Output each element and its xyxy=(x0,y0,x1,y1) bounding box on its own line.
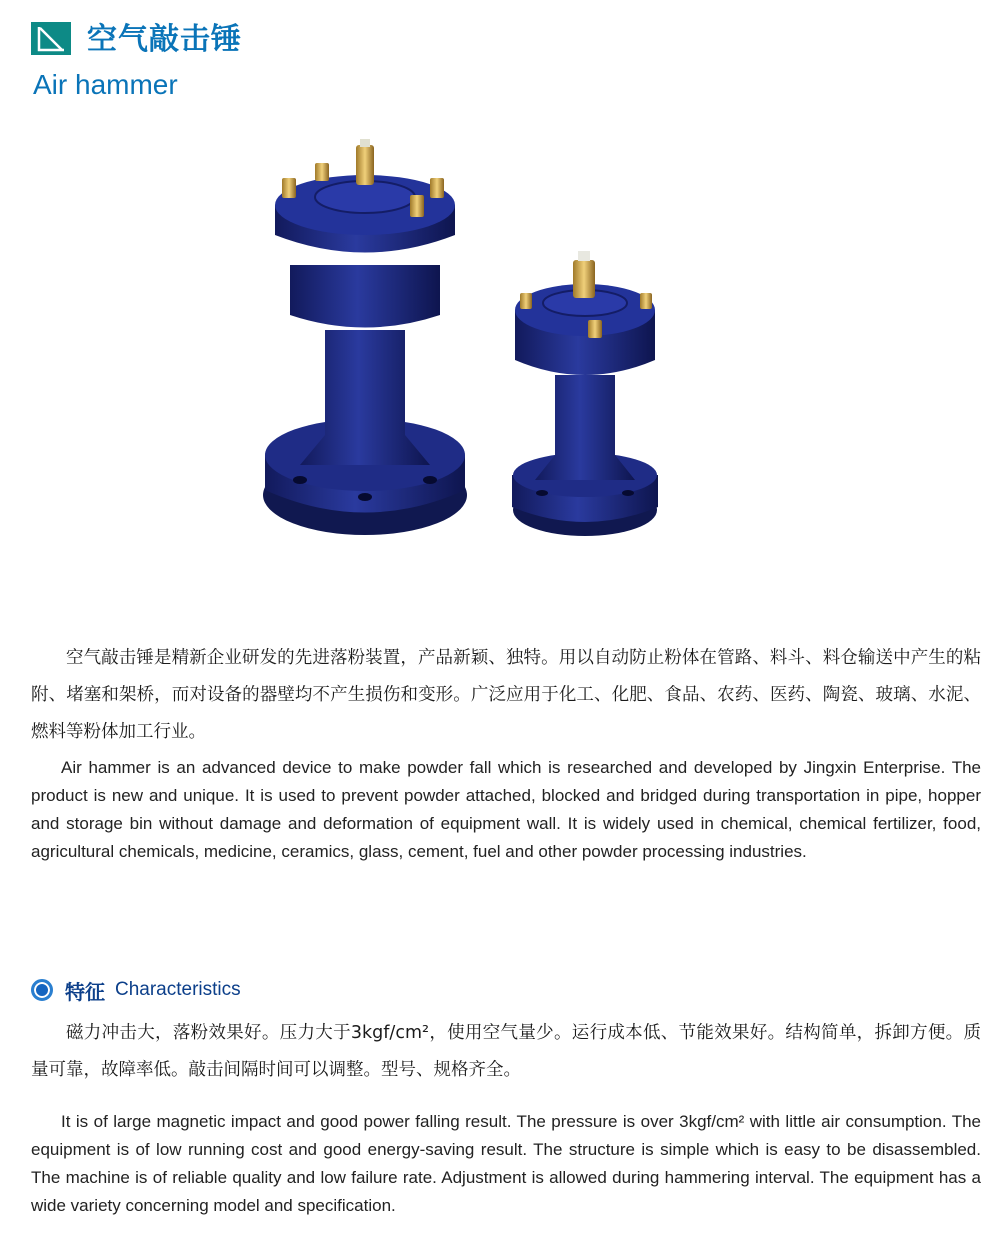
small-air-hammer xyxy=(512,251,658,536)
product-photo xyxy=(260,135,680,545)
page-title-en: Air hammer xyxy=(33,69,178,100)
characteristics-paragraph-cn: 磁力冲击大，落粉效果好。压力大于3kgf/cm²，使用空气量少。运行成本低、节能效果好。结构简单，拆卸方便。质量可靠，故障率低。敲击间隔时间可以调整。型号、规格齐全。 xyxy=(31,1023,981,1080)
corner-arrow-icon xyxy=(31,22,71,55)
intro-paragraph-en: Air hammer is an advanced device to make powder fall which is researched and developed by Jingxin Enterprise. The product is new and unique. It is used to prevent powder attached, blocked and bridged during transportation in pipe, hopper and storage bin without damage and deformation of equipment wall. It is widely used in chemical, chemical fertilizer, food, agricultural chemicals, medicine, ceramics, glass, cement, fuel and other powder processing industries. xyxy=(31,758,981,861)
characteristics-title-en: Characteristics xyxy=(115,979,241,1000)
bullet-icon xyxy=(31,979,53,1001)
characteristics-title-cn: 特征 xyxy=(65,979,105,1004)
page-title-cn: 空气敲击锤 xyxy=(87,22,242,57)
characteristics-paragraph-en: It is of large magnetic impact and good power falling result. The pressure is over 3kgf/cm² with little air consumption. The equipment is of low running cost and good energy-saving result. The structure is simple which is easy to be disassembled. The machine is of reliable quality and low failure rate. Adjustment is allowed during hammering interval. The equipment has a wide variety concerning model and specification. xyxy=(31,1112,981,1215)
large-air-hammer xyxy=(263,139,467,535)
characteristics-heading xyxy=(31,973,241,1007)
intro-paragraph-cn: 空气敲击锤是精新企业研发的先进落粉装置，产品新颖、独特。用以自动防止粉体在管路、料斗、料仓输送中产生的粘附、堵塞和架桥，而对设备的器壁均不产生损伤和变形。广泛应用于化工、化肥、食品、农药、医药、陶瓷、玻璃、水泥、燃料等粉体加工行业。 xyxy=(31,648,981,742)
